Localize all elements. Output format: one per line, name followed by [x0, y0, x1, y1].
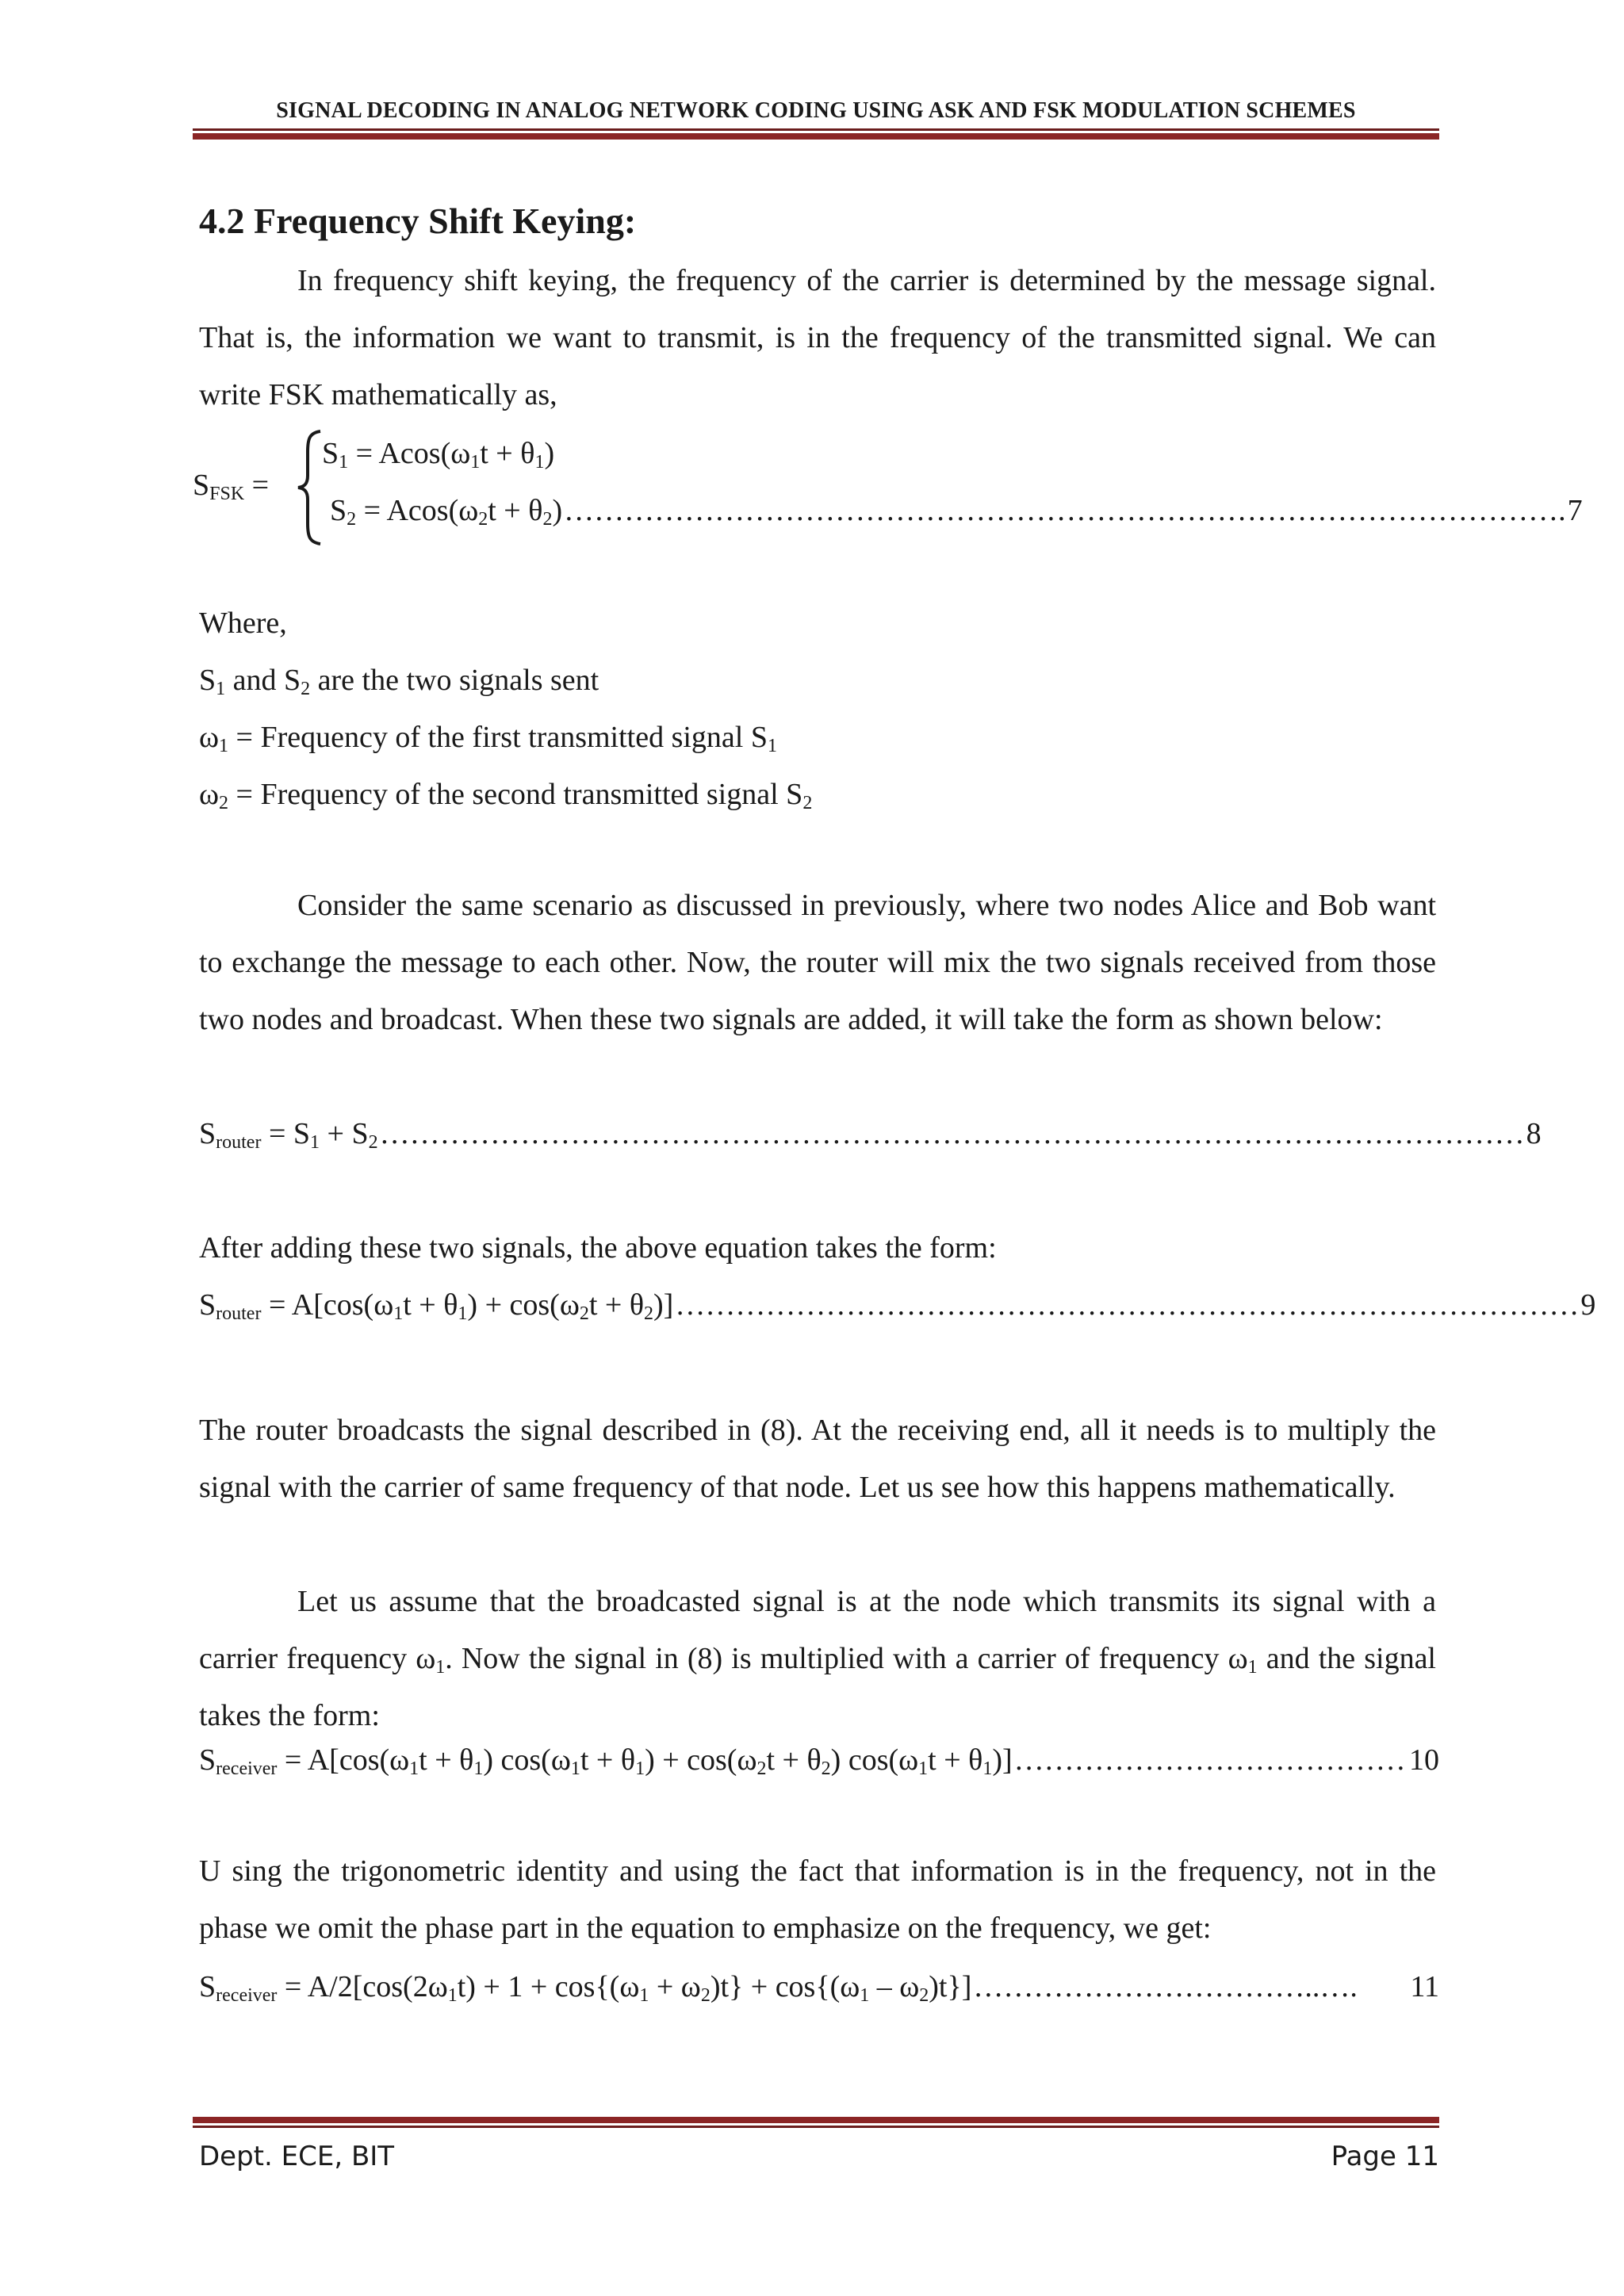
eq9: $S_{router} = A[\cos(\omega_1t + \theta_1) + \cos(\omega_2t + \theta_2)]$ ……………………………………………………………………………… 9: [199, 1288, 1596, 1324]
eq8: $S_{router} = S_1 + S_2$ …………………………………………………………………………………………………… 8: [199, 1117, 1542, 1153]
equation-number: 7: [1567, 494, 1583, 527]
leader-dots: ……………………………………………………………………………………….: [564, 494, 1566, 527]
leader-dots: ……………………………..….: [973, 1970, 1358, 2003]
footer-rule: [193, 2117, 1439, 2128]
definition-s1-s2: $S_1$ and $S_2$ are the two signals sent: [199, 664, 599, 699]
running-header: SIGNAL DECODING IN ANALOG NETWORK CODING USING ASK AND FSK MODULATION SCHEMES: [276, 98, 1356, 123]
header-rule: [193, 128, 1439, 140]
eq7-lhs: $S_{FSK}$ =: [193, 469, 270, 504]
section-heading: 4.2 Frequency Shift Keying:: [199, 201, 637, 241]
eq7-case-2: $S_2 = Acos(\omega_2t + \theta_2)$ ………………………………………………………………………………………. 7: [330, 494, 1583, 530]
definition-omega2: $\omega_2$ = Frequency of the second transmitted signal $S_2$: [199, 778, 813, 813]
leader-dots: ……………………………………………………………………………………………………: [379, 1117, 1525, 1150]
identity-paragraph: U sing the trigonometric identity and using the fact that information is in the frequency, not in the phase we omit the phase part in the equation to emphasize on the frequency, we get:: [199, 1854, 1436, 1945]
leader-dots: ………………………………………………………………………………: [675, 1288, 1580, 1322]
broadcast-paragraph: The router broadcasts the signal described in (8). At the receiving end, all it needs is to multiply the signal with the carrier of same frequency of that node. Let us see how this happens mathematically.: [199, 1414, 1436, 1504]
where-label: Where,: [199, 607, 287, 640]
equation-number: 9: [1580, 1288, 1596, 1322]
equation-number: 8: [1526, 1117, 1542, 1150]
after-adding-text: After adding these two signals, the above equation takes the form:: [199, 1231, 997, 1265]
definition-omega1: $\omega_1$ = Frequency of the first transmitted signal $S_1$: [199, 721, 777, 756]
assume-paragraph: Let us assume that the broadcasted signal is at the node which transmits its signal with a carrier frequency $\omega_1$. Now the signal in (8) is multiplied with a carrier of frequency $\omega_1$ and the signal takes the form:: [199, 1585, 1436, 1732]
equation-number: 10: [1409, 1743, 1439, 1777]
eq7-case-1: $S_1 = Acos(\omega_1t + \theta_1)$: [322, 437, 555, 473]
scenario-paragraph: Consider the same scenario as discussed in previously, where two nodes Alice and Bob want to exchange the message to each other. Now, the router will mix the two signals received from those two nodes and broadcast. When these two signals are added, it will take the form as shown below:: [199, 889, 1436, 1036]
intro-paragraph: In frequency shift keying, the frequency of the carrier is determined by the message signal. That is, the information we want to transmit, is in the frequency of the transmitted signal. We can write FSK mathematically as,: [199, 264, 1436, 411]
equation-number: 11: [1410, 1970, 1439, 2003]
left-brace-icon: [295, 428, 325, 547]
eq10: $S_{receiver} = A[\cos(\omega_1t + \theta_1) \cos(\omega_1t + \theta_1) + \cos(\omega_2t + \theta_2) \cos(\omega_1t + \theta_1)]$ ………………………………… 10: [199, 1743, 1439, 1779]
page-number: Page 11: [1331, 2141, 1439, 2172]
eq11: $S_{receiver} = A/2[\cos(2\omega_1t) + 1 + \cos\{(\omega_1 + \omega_2)t\} + \cos\{(\omega_1 - \omega_2)t\}]$ ……………………………..…. 11: [199, 1970, 1439, 2006]
footer-department: Dept. ECE, BIT: [199, 2141, 395, 2172]
leader-dots: …………………………………: [1013, 1743, 1406, 1777]
